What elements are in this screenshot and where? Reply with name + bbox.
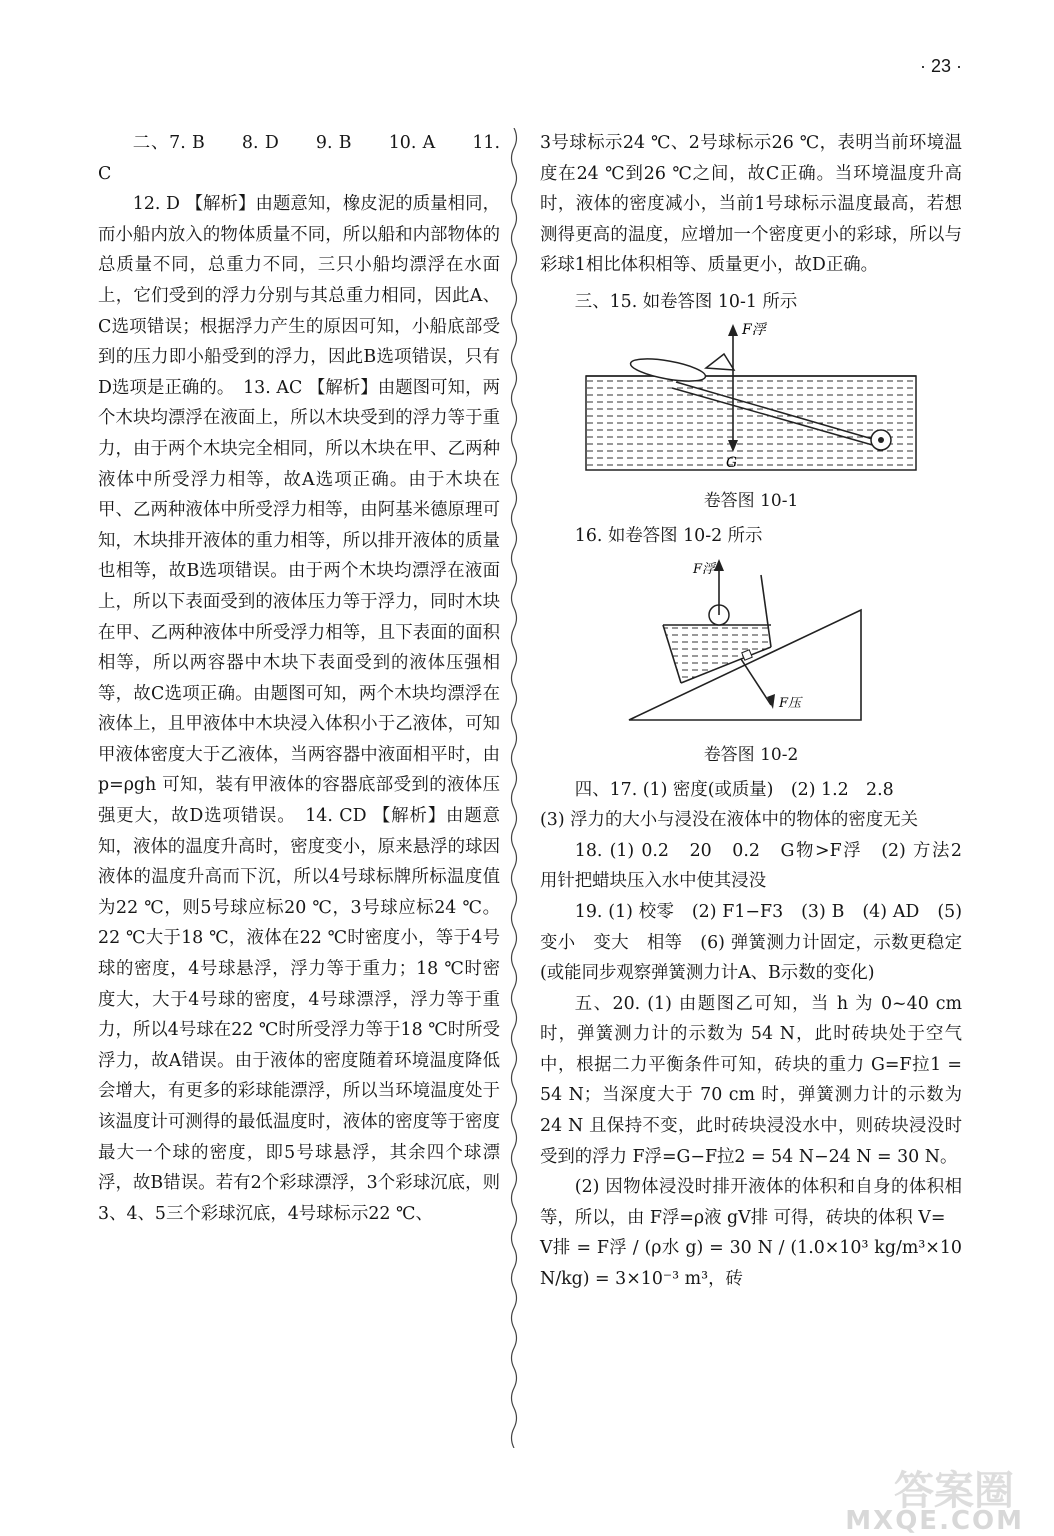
fig2-pressure-label: F压 bbox=[779, 696, 802, 712]
right-column bbox=[540, 128, 980, 1295]
answer-12-14-explanation: 12. D 【解析】由题意知，橡皮泥的质量相同，而小船内放入的物体质量不同，所以船和内部物体的总质量不同，总重力不同，三只小船均漂浮在水面上，它们受到的浮力分别与其总重力相同，因此A、C选项错误；根据浮力产生的原因可知，小船底部受到的压力即小船受到的浮力，因此B选项错误，只有D选项是正确的。 13. AC 【解析】由题图可知，两个木块均漂浮在液面上，所以木块受到的浮力等于重力，由于两个木块完全相同，所以木块在甲、乙两种液体中所受浮力相等，故A选项正确。由于木块在甲、乙两种液体中所受浮力相等，由阿基米德原理可知，木块排开液体的重力相等，所以排开液体的质量也相等，故B选项错误。由于两个木块均漂浮在液面上，所以下表面受到的液体压力等于浮力，同时木块在甲、乙两种液体中所受浮力相等，且下表面的面积相等，所以两容器中木块下表面受到的液体压强相等，故C选项正确。由题图可知，两个木块均漂浮在液体上，且甲液体中木块浸入体积小于乙液体，可知甲液体密度大于乙液体，当两容器中液面相平时，由 p=ρgh 可知，装有甲液体的容器底部受到的液体压强更大，故D选项错误。 14. CD 【解析】由题意知，液体的温度升高时，密度变小，原来悬浮的球因液体的温度升高而下沉，所以4号球标牌所标温度值为22 ℃，则5号球应标20 ℃，3号球应标24 ℃。22 ℃大于18 ℃，液体在22 ℃时密度小，等于4号球的密度，4号球悬浮，浮力等于重力；18 ℃时密度大，大于4号球的密度，4号球漂浮，浮力等于重力，所以4号球在22 ℃时所受浮力等于18 ℃时所受浮力，故A错误。由于液体的密度随着环境温度降低会增大，有更多的彩球能漂浮，所以当环境温度处于该温度计可测得的最低温度时，液体的密度等于密度最大一个球的密度，即5号球悬浮，其余四个球漂浮，故B错误。若有2个彩球漂浮，3个彩球沉底，则3、4、5三个彩球沉底，4号球标示22 ℃、 bbox=[98, 194, 500, 1224]
answer-16-heading: 16. 如卷答图 10-2 所示 bbox=[574, 525, 763, 546]
figure-10-1-caption: 卷答图 10-1 bbox=[703, 491, 799, 512]
column-separator bbox=[507, 128, 521, 1448]
figure-10-2-caption: 卷答图 10-2 bbox=[703, 744, 799, 765]
answer-19: 19. (1) 校零 (2) F1−F3 (3) B (4) AD (5) 变小 变大 相等 (6) 弹簧测力计固定，示数更稳定(或能同步观察弹簧测力计A、B示数的变化) bbox=[540, 901, 962, 984]
watermark-logo: 答案圈 bbox=[894, 1468, 1014, 1514]
answer-20-equation: V排 = F浮 / (ρ水 g) = 30 N / (1.0×10³ kg/m³×10 N/kg) = 3×10⁻³ m³，砖 bbox=[540, 1238, 962, 1290]
answer-20-part2: (2) 因物体浸没时排开液体的体积和自身的体积相等，所以，由 F浮=ρ液 gV排 可得，砖块的体积 V= bbox=[540, 1177, 962, 1228]
answer-17-line2: (3) 浮力的大小与浸没在液体中的物体的密度无关 bbox=[540, 810, 918, 831]
figure-10-1-diagram bbox=[576, 322, 926, 472]
answer-15-heading: 三、15. 如卷答图 10-1 所示 bbox=[574, 291, 798, 312]
page-number: · 23 · bbox=[920, 56, 963, 76]
left-column bbox=[98, 128, 500, 1229]
fig2-buoyancy-label: F浮 bbox=[693, 562, 716, 578]
answer-18: 18. (1) 0.2 20 0.2 G物>F浮 (2) 方法2 用针把蜡块压入水中使其浸没 bbox=[540, 840, 980, 892]
fig1-force-label: F浮 bbox=[742, 321, 766, 338]
figure-10-2 bbox=[540, 555, 962, 736]
answer-section-2-choices: 二、7. B 8. D 9. B 10. A 11. C bbox=[98, 133, 500, 184]
answer-14-continued: 3号球标示24 ℃、2号球标示26 ℃，表明当前环境温度在24 ℃到26 ℃之间，故C正确。当环境温度升高时，液体的密度减小，当前1号球标示温度最高，若想测得更高的温度，应增加一个密度更小的彩球，所以与彩球1相比体积相等、质量更小，故D正确。 bbox=[540, 133, 962, 276]
fig1-gravity-label: G bbox=[726, 454, 738, 471]
answer-20-part1: 五、20. (1) 由题图乙可知，当 h 为 0~40 cm 时，弹簧测力计的示数为 54 N，此时砖块处于空气中，根据二力平衡条件可知，砖块的重力 G=F拉1 = 54 N；当深度大于 70 cm 时，弹簧测力计的示数为 24 N 且保持不变，此时砖块浸没水中，则砖块浸没时受到的浮力 F浮=G−F拉2 = 54 N−24 N = 30 N。 bbox=[540, 993, 962, 1167]
answer-17-line1: 四、17. (1) 密度(或质量) (2) 1.2 2.8 bbox=[574, 779, 894, 800]
watermark-url: MXQE.COM bbox=[845, 1506, 1024, 1536]
figure-10-1 bbox=[540, 322, 962, 483]
figure-10-2-diagram bbox=[621, 555, 881, 725]
